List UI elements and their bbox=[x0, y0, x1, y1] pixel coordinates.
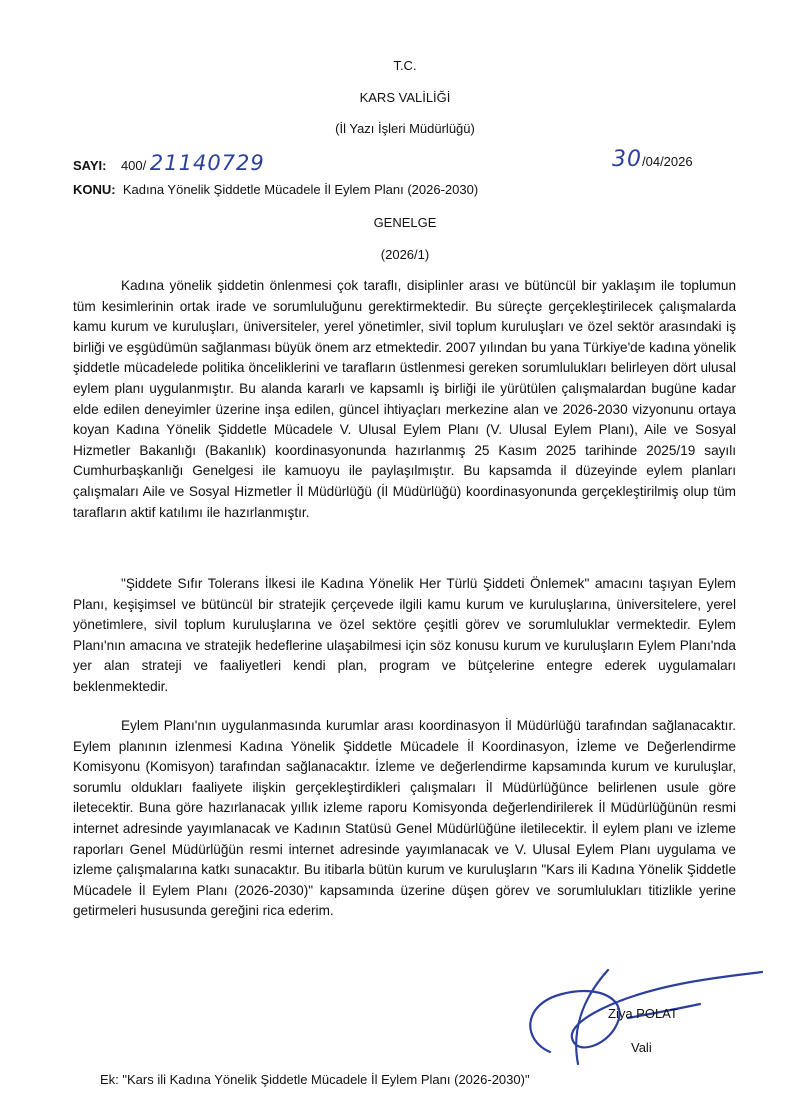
paragraph-3: Eylem Planı'nın uygulanmasında kurumlar arası koordinasyon İl Müdürlüğü tarafından sağlanacaktır. Eylem planının izlenmesi Kadına Yönelik Şiddetle Mücadele İl Koordinasyon, İzleme ve Değerlendirme Komisyonu (Komisyon) tarafından sağlanacaktır. İzleme ve değerlendirme kapsamında kurum ve kuruluşlar, sorumlu oldukları faaliyete ilişkin gerçekleştirdikleri çalışmaları İl Müdürlüğünce belirlenen usule göre iletecektir. Buna göre hazırlanacak yıllık izleme raporu Komisyonda değerlendirilerek İl Müdürlüğünün resmi internet adresinde yayımlanacak ve Kadının Statüsü Genel Müdürlüğüne iletilecektir. İl eylem planı ve izleme raporları Genel Müdürlüğün resmi internet adresinde yayımlanacak ve V. Ulusal Eylem Planı uygulama ve izleme çalışmalarına katkı sunacaktır. Bu itibarla bütün kurum ve kuruluşların "Kars ili Kadına Yönelik Şiddetle Mücadele İl Eylem Planı (2026-2030)" kapsamında üzerine düşen görev ve sorumlulukları titizlikle yerine getirmeleri hususunda gereğini rica ederim. bbox=[73, 718, 736, 919]
date-rest: /04/2026 bbox=[642, 154, 693, 169]
paragraph-2: "Şiddete Sıfır Tolerans İlkesi ile Kadına Yönelik Her Türlü Şiddeti Önlemek" amacını taşıyan Eylem Planı, keşişimsel ve bütüncül bir stratejik çerçevede ilgili kamu kurum ve kuruluşlarına, üniversitelere, yerel yönetimlere, sivil toplum kuruluşlarına ve özel sektöre çeşitli görev ve sorumluluklar vermektedir. Eylem Planı'nın amacına ve stratejik hedeflerine ulaşabilmesi için söz konusu kurum ve kuruluşların Eylem Planı'nda yer alan strateji ve faaliyetleri kendi plan, program ve bütçelerine entegre ederek uygulamaları beklenmektedir. bbox=[73, 576, 736, 694]
attachment-note: Ek: "Kars ili Kadına Yönelik Şiddetle Mücadele İl Eylem Planı (2026-2030)" bbox=[100, 1072, 530, 1087]
signer-name: Ziya POLAT bbox=[608, 1006, 678, 1021]
konu-label: KONU: bbox=[73, 182, 116, 197]
sayi-label: SAYI: bbox=[73, 158, 107, 173]
header-institution: KARS VALİLİĞİ bbox=[359, 90, 451, 105]
paragraph-1: Kadına yönelik şiddetin önlenmesi çok taraflı, disiplinler arası ve bütüncül bir yaklaşım ile toplumun tüm kesimlerinin ortak irade ve sorumluluğunu gerektirmektedir. Bu süreçte gerçekleştirilecek çalışmalarda kamu kurum ve kuruluşları, üniversiteler, yerel yönetimler, sivil toplum kuruluşları ve özel sektör arasındaki iş birliği ve eşgüdümün sağlanması büyük önem arz etmektedir. 2007 yılından bu yana Türkiye'de kadına yönelik şiddetle mücadelede politika önceliklerini ve tarafların üstlenmesi gereken sorumlulukları belirleyen dört ulusal eylem planı uygulanmıştır. Bu alanda kararlı ve kapsamlı iş birliği ile yürütülen çalışmalardan bugüne kadar elde edilen deneyimler üzerine inşa edilen, güncel ihtiyaçları merkezine alan ve 2026-2030 vizyonunu ortaya koyan Kadına Yönelik Şiddetle Mücadele V. Ulusal Eylem Planı (V. Ulusal Eylem Planı), Aile ve Sosyal Hizmetler Bakanlığı (Bakanlık) koordinasyonunda hazırlanmış 25 Kasım 2025 tarihinde 2025/19 sayılı Cumhurbaşkanlığı Genelgesi ile kamuoyu ile paylaşılmıştır. Bu kapsamda il düzeyinde eylem planları çalışmaları Aile ve Sosyal Hizmetler İl Müdürlüğü (İl Müdürlüğü) koordinasyonunda gerçekleştirilmiş olup tüm tarafların aktif katılımı ile hazırlanmıştır. bbox=[73, 278, 736, 520]
reference-number bbox=[73, 151, 265, 175]
document-date bbox=[612, 147, 693, 172]
subject-line bbox=[73, 182, 478, 197]
document-number: (2026/1) bbox=[380, 247, 430, 262]
header-department: (İl Yazı İşleri Müdürlüğü) bbox=[335, 121, 475, 136]
date-handwritten-day: 30 bbox=[612, 147, 642, 172]
sayi-prefix: 400/ bbox=[120, 158, 147, 173]
signer-title: Vali bbox=[631, 1040, 652, 1055]
document-type: GENELGE bbox=[373, 215, 437, 230]
sayi-handwritten-number: 21140729 bbox=[149, 151, 265, 175]
header-tc: T.C. bbox=[393, 58, 417, 73]
konu-text: Kadına Yönelik Şiddetle Mücadele İl Eylem Planı (2026-2030) bbox=[122, 182, 479, 197]
